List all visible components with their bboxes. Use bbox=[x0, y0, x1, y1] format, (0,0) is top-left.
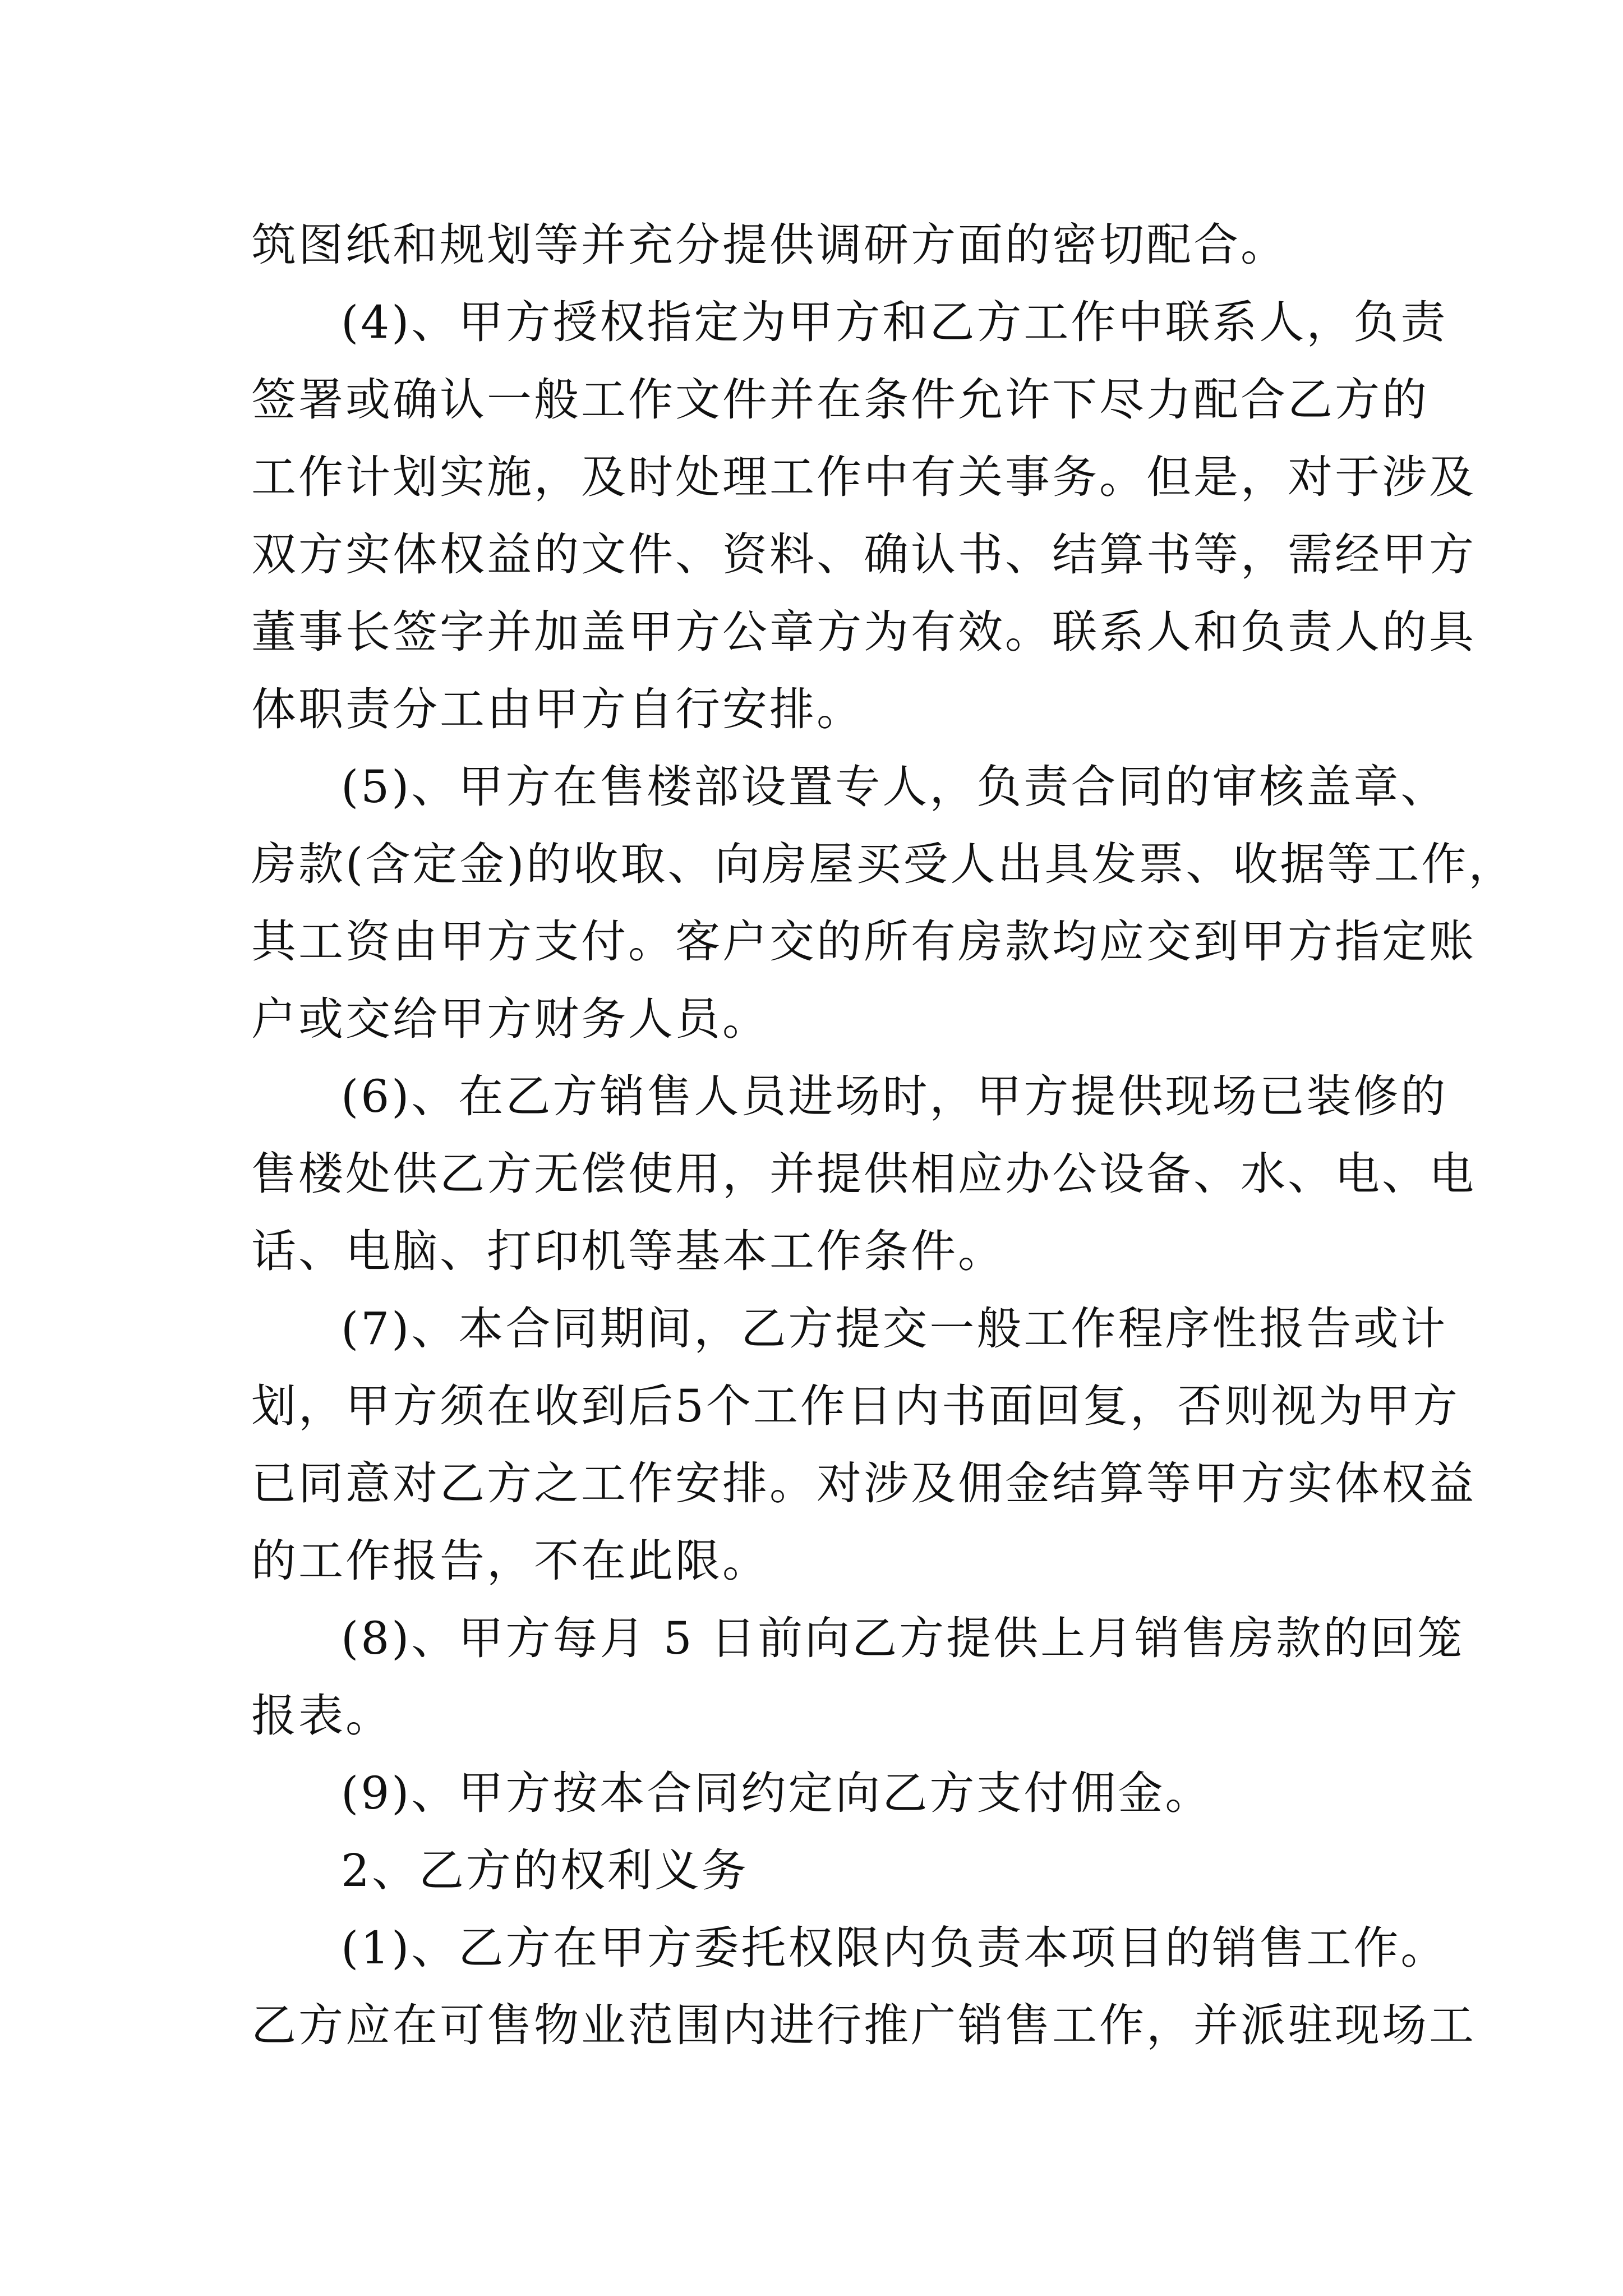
text-line: (7)、本合同期间，乙方提交一般工作程序性报告或计 bbox=[341, 1303, 1448, 1355]
text-line: 房款(含定金)的收取、向房屋买受人出具发票、收据等工作， bbox=[251, 838, 1516, 890]
text-line: 双方实体权益的文件、资料、确认书、结算书等，需经甲方 bbox=[251, 528, 1476, 581]
text-line: 其工资由甲方支付。客户交的所有房款均应交到甲方指定账 bbox=[251, 915, 1476, 968]
text-line: 体职责分工由甲方自行安排。 bbox=[251, 683, 864, 735]
text-line: 乙方应在可售物业范围内进行推广销售工作，并派驻现场工 bbox=[251, 1999, 1476, 2051]
text-line: 划，甲方须在收到后5个工作日内书面回复，否则视为甲方 bbox=[251, 1380, 1460, 1432]
text-line: (6)、在乙方销售人员进场时，甲方提供现场已装修的 bbox=[341, 1070, 1448, 1122]
text-line: 董事长签字并加盖甲方公章方为有效。联系人和负责人的具 bbox=[251, 606, 1476, 658]
text-line: 报表。 bbox=[251, 1690, 393, 1742]
text-line: 已同意对乙方之工作安排。对涉及佣金结算等甲方实体权益 bbox=[251, 1457, 1476, 1510]
text-line: (1)、乙方在甲方委托权限内负责本项目的销售工作。 bbox=[341, 1922, 1448, 1974]
text-line: 筑图纸和规划等并充分提供调研方面的密切配合。 bbox=[251, 219, 1288, 271]
text-line: 签署或确认一般工作文件并在条件允许下尽力配合乙方的 bbox=[251, 374, 1429, 426]
text-line: 售楼处供乙方无偿使用，并提供相应办公设备、水、电、电 bbox=[251, 1148, 1476, 1200]
text-line: (8)、甲方每月 5 日前向乙方提供上月销售房款的回笼 bbox=[341, 1612, 1465, 1664]
text-line: 话、电脑、打印机等基本工作条件。 bbox=[251, 1225, 1005, 1277]
text-line: 工作计划实施，及时处理工作中有关事务。但是，对于涉及 bbox=[251, 451, 1476, 503]
section-heading: 2、乙方的权利义务 bbox=[341, 1844, 749, 1897]
text-line: (9)、甲方按本合同约定向乙方支付佣金。 bbox=[341, 1767, 1212, 1819]
text-line: 户或交给甲方财务人员。 bbox=[251, 993, 769, 1045]
text-line: (5)、甲方在售楼部设置专人，负责合同的审核盖章、 bbox=[341, 761, 1448, 813]
document-page bbox=[251, 206, 1516, 2064]
text-line: 的工作报告，不在此限。 bbox=[251, 1535, 769, 1587]
text-line: (4)、甲方授权指定为甲方和乙方工作中联系人，负责 bbox=[341, 296, 1448, 348]
